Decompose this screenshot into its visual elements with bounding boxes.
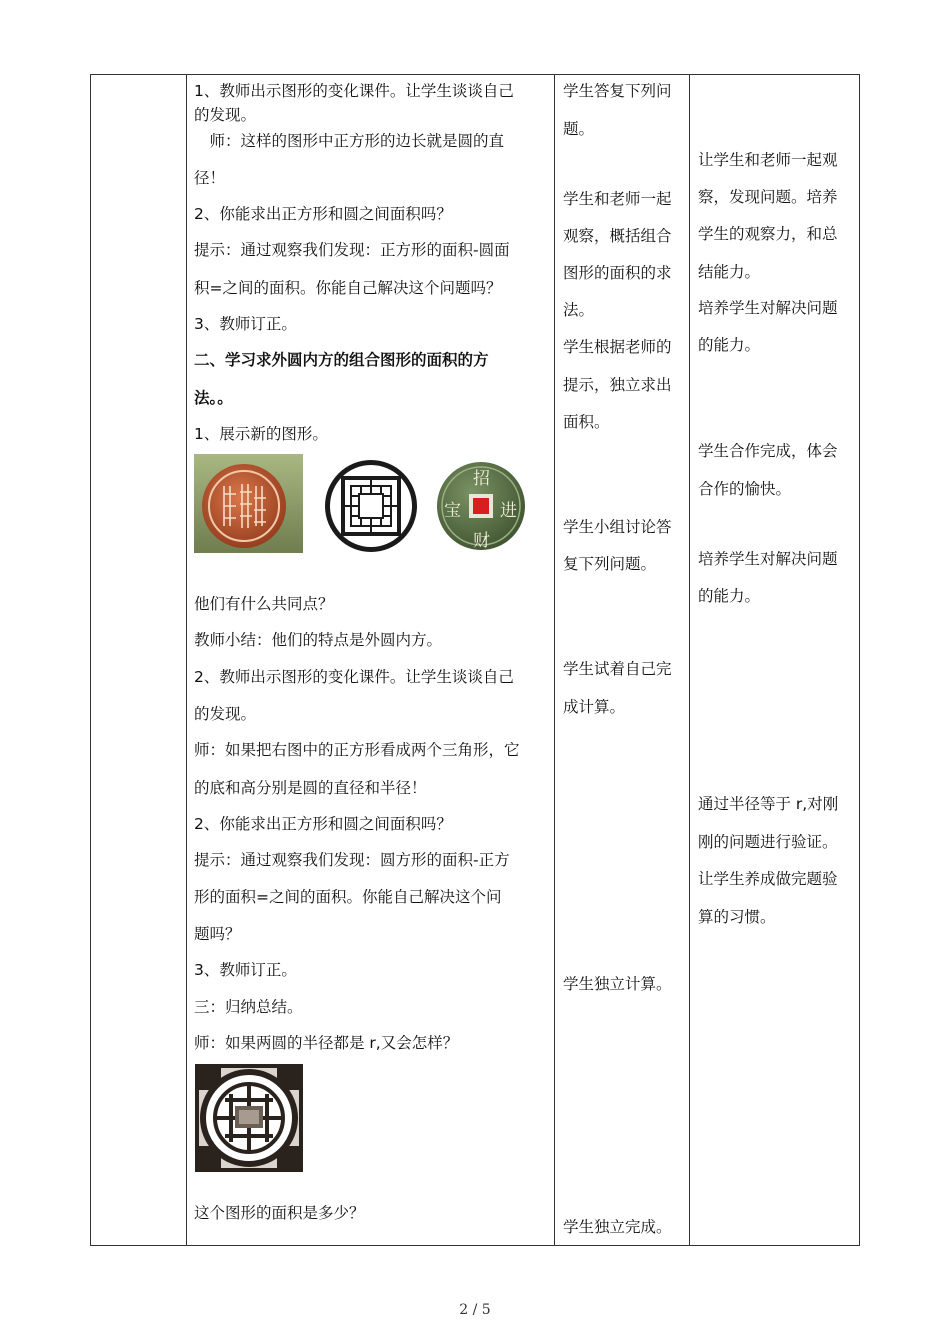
text-line: 培养学生对解决问题	[698, 550, 838, 568]
section-heading: 二、学习求外圆内方的组合图形的面积的方	[194, 351, 489, 369]
text-line: 学生和老师一起	[563, 190, 672, 208]
text-line: 刚的问题进行验证。	[698, 833, 838, 851]
text-line: 2、你能求出正方形和圆之间面积吗？	[194, 205, 452, 223]
text-line: 的能力。	[698, 336, 761, 354]
text-line: 2、你能求出正方形和圆之间面积吗？	[194, 815, 452, 833]
text-line: 学生的观察力，和总	[698, 225, 838, 243]
text-line: 复下列问题。	[563, 555, 657, 573]
text-line: 师：如果两圆的半径都是 r,又会怎样？	[194, 1034, 459, 1052]
text-line: 成计算。	[563, 698, 626, 716]
page-number: 2 / 5	[459, 1302, 491, 1318]
text-line: 算的习惯。	[698, 908, 776, 926]
text-line: 师：如果把右图中的正方形看成两个三角形，它	[194, 741, 520, 759]
section-heading: 法。。	[194, 389, 233, 407]
text-line: 师：这样的图形中正方形的边长就是圆的直	[194, 132, 505, 150]
text-line: 这个图形的面积是多少？	[194, 1204, 365, 1222]
text-line: 1、教师出示图形的变化课件。让学生谈谈自己	[194, 82, 514, 100]
text-line: 三：归纳总结。	[194, 998, 303, 1016]
coin-image	[436, 460, 526, 552]
text-line: 积=之间的面积。你能自己解决这个问题吗？	[194, 279, 502, 297]
text-line: 形的面积=之间的面积。你能自己解决这个问	[194, 888, 502, 906]
text-line: 1、展示新的图形。	[194, 425, 328, 443]
column-divider	[186, 75, 187, 1245]
text-line: 题。	[563, 120, 595, 138]
text-line: 的发现。	[194, 705, 257, 723]
coin-character: 招	[473, 469, 490, 489]
text-line: 教师小结：他们的特点是外圆内方。	[194, 631, 443, 649]
text-line: 学生合作完成，体会	[698, 442, 838, 460]
text-line: 提示，独立求出	[563, 376, 672, 394]
text-line: 合作的愉快。	[698, 480, 792, 498]
text-line: 学生小组讨论答	[563, 518, 672, 536]
text-line: 察，发现问题。培养	[698, 188, 838, 206]
coin-character: 财	[473, 531, 490, 551]
coin-character: 宝	[444, 501, 461, 521]
seal-image	[194, 454, 303, 553]
text-line: 2、教师出示图形的变化课件。让学生谈谈自己	[194, 668, 514, 686]
text-line: 培养学生对解决问题	[698, 299, 838, 317]
text-line: 题吗？	[194, 925, 241, 943]
text-line: 面积。	[563, 413, 610, 431]
coin-character: 进	[500, 501, 517, 521]
text-line: 提示：通过观察我们发现：圆方形的面积-正方	[194, 851, 510, 869]
text-line: 结能力。	[698, 263, 761, 281]
text-line: 让学生和老师一起观	[698, 151, 838, 169]
text-line: 图形的面积的求	[563, 264, 672, 282]
text-line: 观察，概括组合	[563, 227, 672, 245]
text-line: 的能力。	[698, 587, 761, 605]
text-line: 法。	[563, 301, 595, 319]
text-line: 提示：通过观察我们发现：正方形的面积-圆面	[194, 241, 510, 259]
text-line: 学生独立完成。	[563, 1218, 672, 1236]
text-line: 学生答复下列问	[563, 82, 672, 100]
text-line: 3、教师订正。	[194, 961, 297, 979]
column-divider	[689, 75, 690, 1245]
text-line: 的发现。	[194, 106, 257, 124]
text-line: 学生独立计算。	[563, 975, 672, 993]
text-line: 学生根据老师的	[563, 338, 672, 356]
text-line: 他们有什么共同点？	[194, 595, 334, 613]
text-line: 3、教师订正。	[194, 315, 297, 333]
window-lattice-image	[323, 458, 419, 554]
text-line: 通过半径等于 r,对刚	[698, 795, 839, 813]
text-line: 的底和高分别是圆的直径和半径！	[194, 779, 427, 797]
text-line: 学生试着自己完	[563, 660, 672, 678]
text-line: 让学生养成做完题验	[698, 870, 838, 888]
text-line: 径！	[194, 169, 226, 187]
round-window-image	[195, 1064, 303, 1172]
column-divider	[554, 75, 555, 1245]
